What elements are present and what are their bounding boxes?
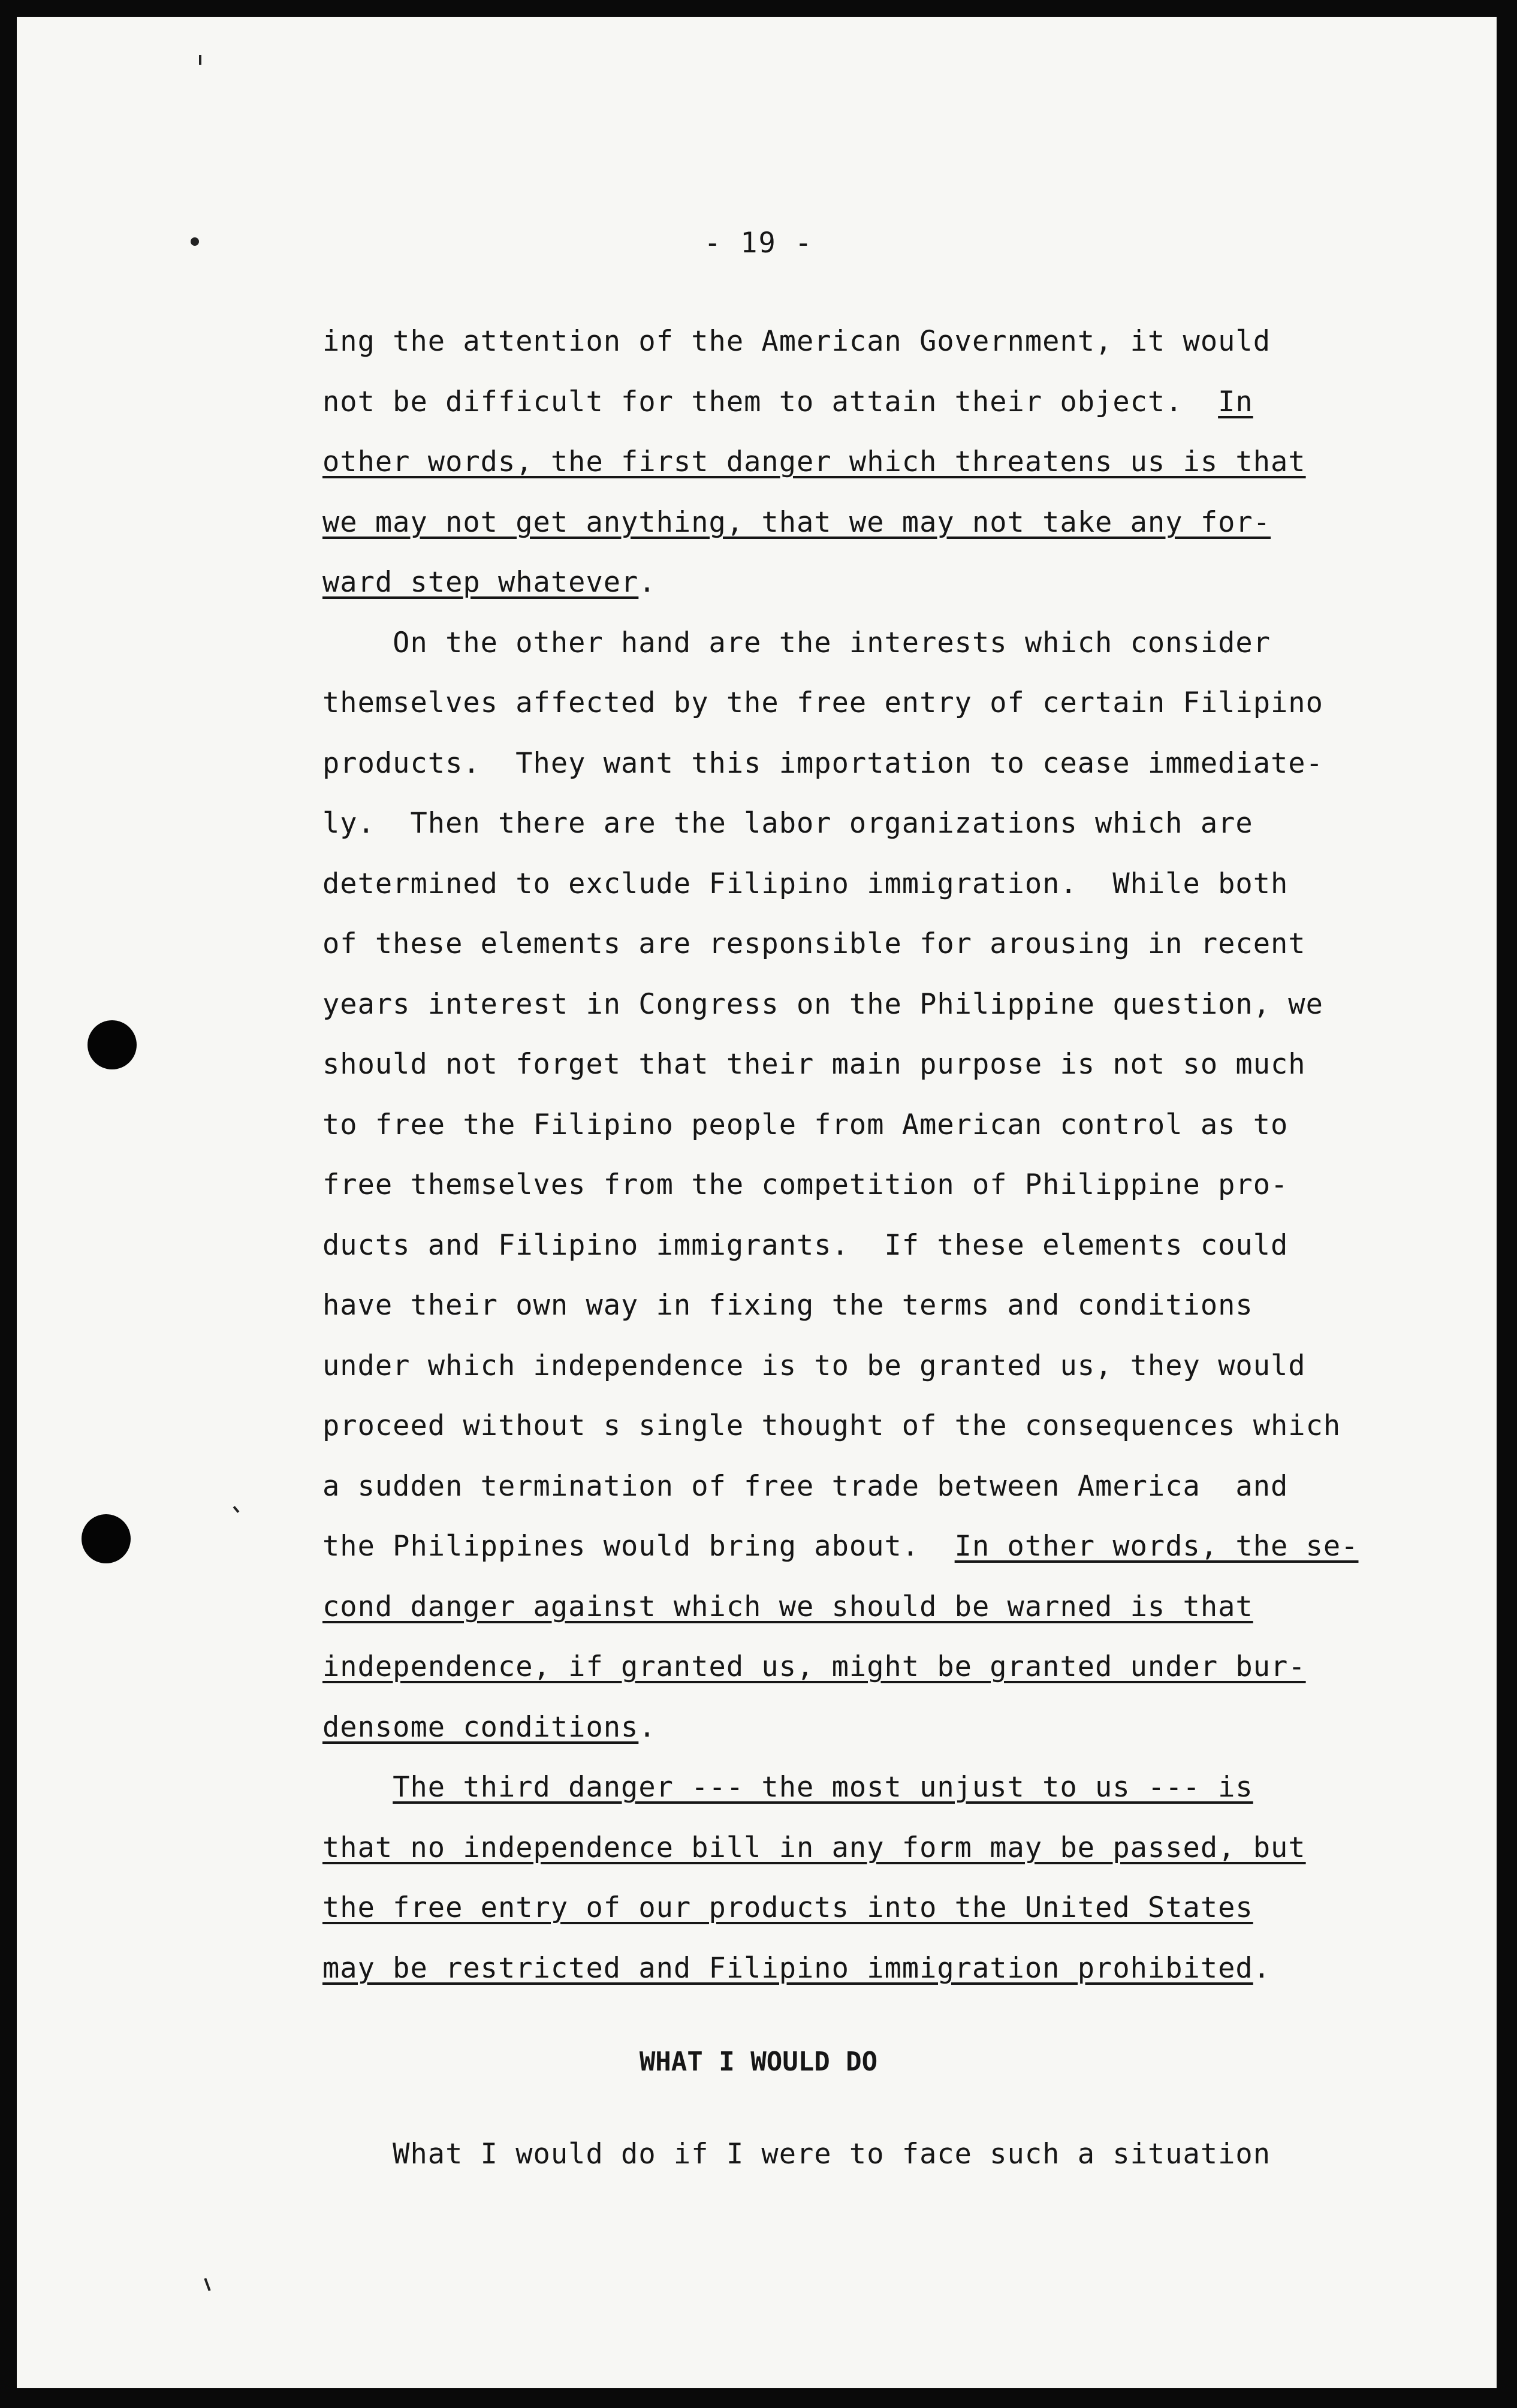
- text-line: [322, 1167, 1288, 1203]
- text-line: [322, 926, 1306, 962]
- text-segment: ly. Then there are the labor organizations which are: [322, 807, 1253, 840]
- text-segment: .: [1253, 1952, 1271, 1985]
- underlined-text: other words, the first danger which threatens us is that: [322, 445, 1306, 478]
- text-line: [322, 685, 1323, 721]
- text-segment: On the other hand are the interests which consider: [322, 626, 1271, 659]
- text-line: [322, 1649, 1306, 1685]
- text-line: [322, 1951, 1271, 1987]
- text-line: [322, 384, 1253, 420]
- text-segment: ing the attention of the American Government, it would: [322, 325, 1271, 358]
- text-segment: .: [638, 566, 656, 599]
- text-segment: free themselves from the competition of Philippine pro-: [322, 1168, 1289, 1201]
- punch-hole-lower: [82, 1514, 131, 1563]
- text-line: [322, 1047, 1306, 1083]
- text-segment: years interest in Congress on the Philippine question, we: [322, 988, 1323, 1021]
- text-line: [322, 1770, 1253, 1806]
- text-line: [322, 1710, 656, 1746]
- text-segment: should not forget that their main purpose is not so much: [322, 1048, 1306, 1081]
- underlined-text: The third danger --- the most unjust to us --- is: [393, 1771, 1253, 1804]
- section-heading: WHAT I WOULD DO: [639, 2047, 878, 2077]
- text-line: [322, 1830, 1306, 1866]
- underlined-text: we may not get anything, that we may not take any for-: [322, 506, 1271, 539]
- underlined-text: ward step whatever: [322, 566, 639, 599]
- text-line: [322, 324, 1271, 360]
- underlined-text: may be restricted and Filipino immigration prohibited: [322, 1952, 1253, 1985]
- underlined-text: that no independence bill in any form may be passed, but: [322, 1831, 1306, 1864]
- text-segment: ducts and Filipino immigrants. If these elements could: [322, 1229, 1289, 1262]
- text-line: [322, 625, 1271, 661]
- text-line: [322, 1469, 1288, 1505]
- text-line: [322, 444, 1306, 480]
- text-line: [322, 987, 1323, 1023]
- text-segment: a sudden termination of free trade between America and: [322, 1470, 1289, 1503]
- text-line: [322, 866, 1288, 902]
- text-segment: [322, 1771, 393, 1804]
- text-segment: determined to exclude Filipino immigration. While both: [322, 867, 1289, 900]
- text-segment: under which independence is to be granted us, they would: [322, 1349, 1306, 1382]
- text-segment: products. They want this importation to cease immediate-: [322, 747, 1323, 780]
- text-line: [322, 2136, 1271, 2172]
- text-line: [322, 1107, 1288, 1143]
- underlined-text: In: [1218, 385, 1253, 418]
- text-segment: .: [638, 1711, 656, 1744]
- text-segment: of these elements are responsible for arousing in recent: [322, 927, 1306, 960]
- text-line: [322, 1348, 1306, 1384]
- text-segment: to free the Filipino people from American control as to: [322, 1108, 1289, 1141]
- page-number: - 19 -: [704, 227, 813, 260]
- paper-speck: [199, 55, 201, 65]
- text-segment: have their own way in fixing the terms and conditions: [322, 1289, 1253, 1322]
- text-line: [322, 1408, 1341, 1444]
- text-line: [322, 806, 1253, 842]
- punch-hole-upper: [88, 1020, 137, 1069]
- underlined-text: independence, if granted us, might be granted under bur-: [322, 1650, 1306, 1683]
- underlined-text: cond danger against which we should be warned is that: [322, 1590, 1253, 1623]
- underlined-text: In other words, the se-: [954, 1530, 1359, 1563]
- text-line: [322, 565, 656, 601]
- text-line: [322, 1228, 1288, 1264]
- text-line: [322, 746, 1323, 782]
- text-line: [322, 1288, 1253, 1324]
- text-segment: themselves affected by the free entry of certain Filipino: [322, 686, 1323, 719]
- text-segment: not be difficult for them to attain their object.: [322, 385, 1219, 418]
- text-line: [322, 505, 1271, 541]
- text-segment: proceed without s single thought of the consequences which: [322, 1409, 1341, 1442]
- text-line: [322, 1890, 1253, 1926]
- text-line: [322, 1589, 1253, 1625]
- text-segment: the Philippines would bring about.: [322, 1530, 955, 1563]
- underlined-text: densome conditions: [322, 1711, 639, 1744]
- text-segment: What I would do if I were to face such a situation: [322, 2138, 1271, 2171]
- text-line: [322, 1529, 1359, 1565]
- underlined-text: the free entry of our products into the United States: [322, 1891, 1253, 1924]
